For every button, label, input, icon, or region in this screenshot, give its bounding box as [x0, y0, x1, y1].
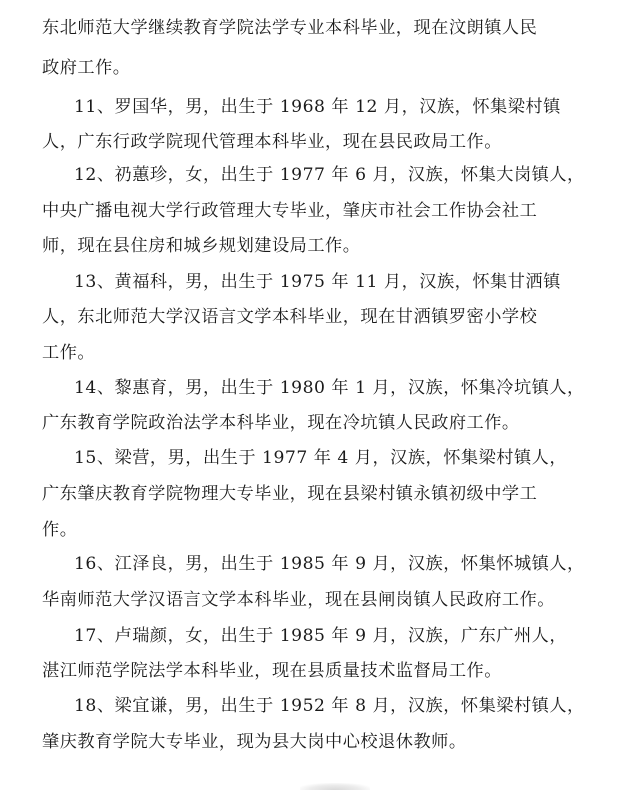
page-edge-shadow	[300, 783, 370, 790]
text-line: 广东肇庆教育学院物理大专毕业，现在县梁村镇永镇初级中学工	[42, 484, 538, 504]
text-line: 15、梁营，男，出生于 1977 年 4 月，汉族，怀集梁村镇人，	[74, 448, 568, 468]
text-line: 东北师范大学继续教育学院法学专业本科毕业，现在汶朗镇人民	[42, 18, 538, 38]
text-line: 工作。	[42, 343, 96, 363]
text-line: 18、梁宜谦，男，出生于 1952 年 8 月，汉族，怀集梁村镇人，	[74, 696, 585, 716]
text-line: 人，广东行政学院现代管理本科毕业，现在县民政局工作。	[42, 132, 502, 152]
text-line: 湛江师范学院法学本科毕业，现在县质量技术监督局工作。	[42, 661, 502, 681]
text-line: 17、卢瑞颜，女，出生于 1985 年 9 月，汉族，广东广州人，	[74, 626, 568, 646]
text-line: 12、礽蕙珍，女，出生于 1977 年 6 月，汉族，怀集大岗镇人，	[74, 165, 585, 185]
text-line: 广东教育学院政治法学本科毕业，现在冷坑镇人民政府工作。	[42, 413, 520, 433]
text-line: 政府工作。	[42, 58, 131, 78]
text-line: 肇庆教育学院大专毕业，现为县大岗中心校退休教师。	[42, 732, 467, 752]
text-line: 华南师范大学汉语言文学本科毕业，现在县闸岗镇人民政府工作。	[42, 590, 555, 610]
text-line: 中央广播电视大学行政管理大专毕业，肇庆市社会工作协会社工	[42, 201, 538, 221]
text-line: 14、黎惠育，男，出生于 1980 年 1 月，汉族，怀集冷坑镇人，	[74, 378, 585, 398]
text-line: 11、罗国华，男，出生于 1968 年 12 月，汉族，怀集梁村镇	[74, 97, 561, 117]
text-line: 人，东北师范大学汉语言文学本科毕业，现在甘洒镇罗密小学校	[42, 307, 538, 327]
text-line: 师，现在县住房和城乡规划建设局工作。	[42, 236, 361, 256]
text-line: 作。	[42, 520, 78, 540]
text-line: 16、江泽良，男，出生于 1985 年 9 月，汉族，怀集怀城镇人，	[74, 554, 585, 574]
text-line: 13、黄福科，男，出生于 1975 年 11 月，汉族，怀集甘洒镇	[74, 272, 561, 292]
